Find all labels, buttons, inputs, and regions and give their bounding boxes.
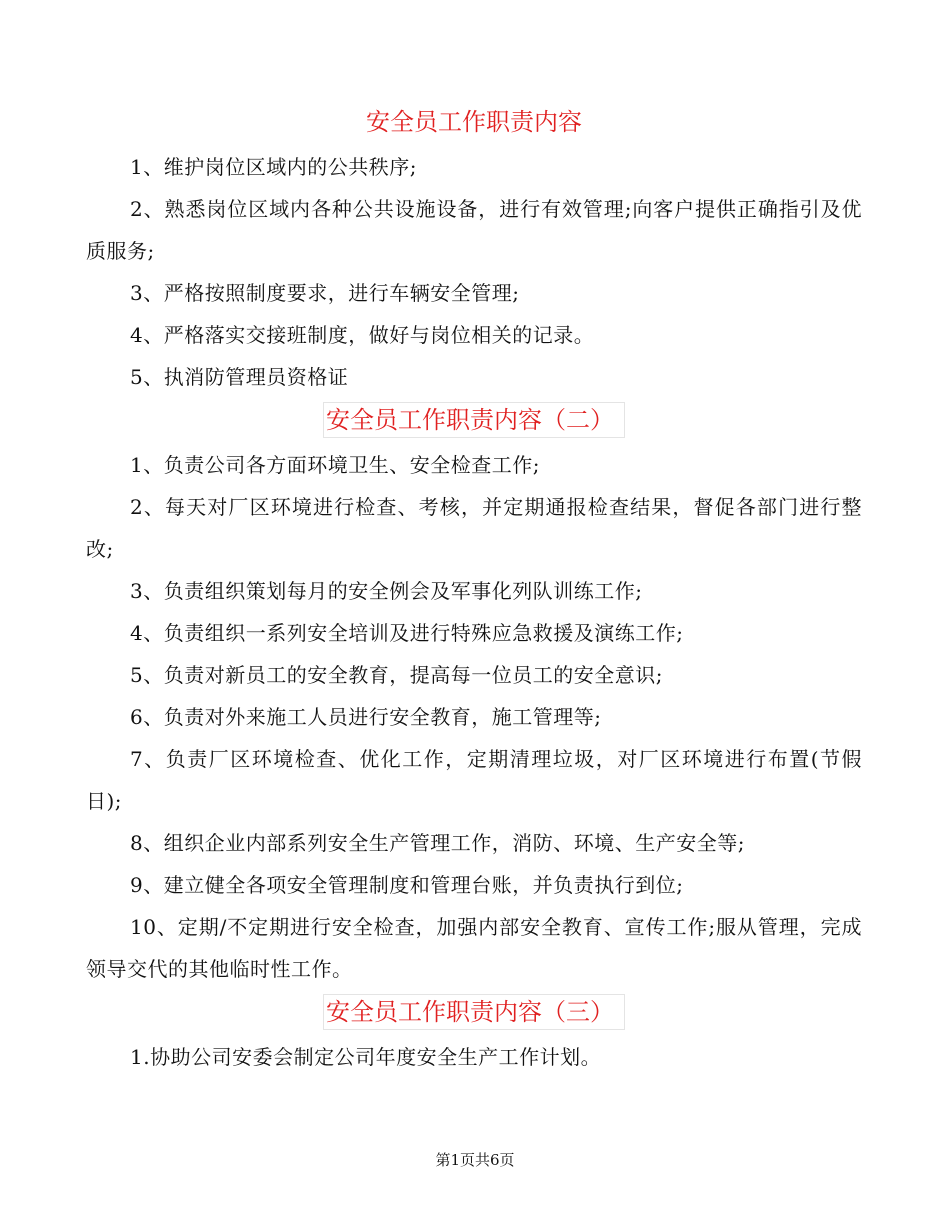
section-2-title-text: 安全员工作职责内容（二） xyxy=(323,402,625,438)
section-1-title-text: 安全员工作职责内容 xyxy=(366,108,582,136)
section-2-item-8: 8、组织企业内部系列安全生产管理工作，消防、环境、生产安全等; xyxy=(130,831,745,855)
section-2-title xyxy=(86,398,862,442)
document-body xyxy=(86,100,862,1078)
section-2-item-4: 4、负责组织一系列安全培训及进行特殊应急救援及演练工作; xyxy=(130,621,684,645)
page-number-footer: 第1页共6页 xyxy=(435,1151,515,1169)
section-2-item-2: 2、每天对厂区环境进行检查、考核，并定期通报检查结果，督促各部门进行整改; xyxy=(86,495,862,561)
section-1-item-2: 2、熟悉岗位区域内各种公共设施设备，进行有效管理;向客户提供正确指引及优质服务; xyxy=(86,197,862,263)
section-2-item-10: 10、定期/不定期进行安全检查，加强内部安全教育、宣传工作;服从管理，完成领导交代的其他临时性工作。 xyxy=(86,915,862,981)
section-2-item-6: 6、负责对外来施工人员进行安全教育，施工管理等; xyxy=(130,705,602,729)
section-1-title xyxy=(86,100,862,144)
section-2-item-7: 7、负责厂区环境检查、优化工作，定期清理垃圾，对厂区环境进行布置(节假日); xyxy=(86,747,862,813)
section-1-item-3: 3、严格按照制度要求，进行车辆安全管理; xyxy=(130,281,520,305)
section-1-item-4: 4、严格落实交接班制度，做好与岗位相关的记录。 xyxy=(130,323,595,347)
section-2-item-3: 3、负责组织策划每月的安全例会及军事化列队训练工作; xyxy=(130,579,643,603)
section-3-title xyxy=(86,990,862,1034)
section-1-item-5: 5、执消防管理员资格证 xyxy=(130,365,349,389)
section-1-item-1: 1、维护岗位区域内的公共秩序; xyxy=(130,155,417,179)
section-3-item-1: 1.协助公司安委会制定公司年度安全生产工作计划。 xyxy=(130,1045,602,1069)
section-2-item-1: 1、负责公司各方面环境卫生、安全检查工作; xyxy=(130,453,540,477)
section-2-item-9: 9、建立健全各项安全管理制度和管理台账，并负责执行到位; xyxy=(130,873,684,897)
section-2-item-5: 5、负责对新员工的安全教育，提高每一位员工的安全意识; xyxy=(130,663,663,687)
section-3-title-text: 安全员工作职责内容（三） xyxy=(323,994,625,1030)
